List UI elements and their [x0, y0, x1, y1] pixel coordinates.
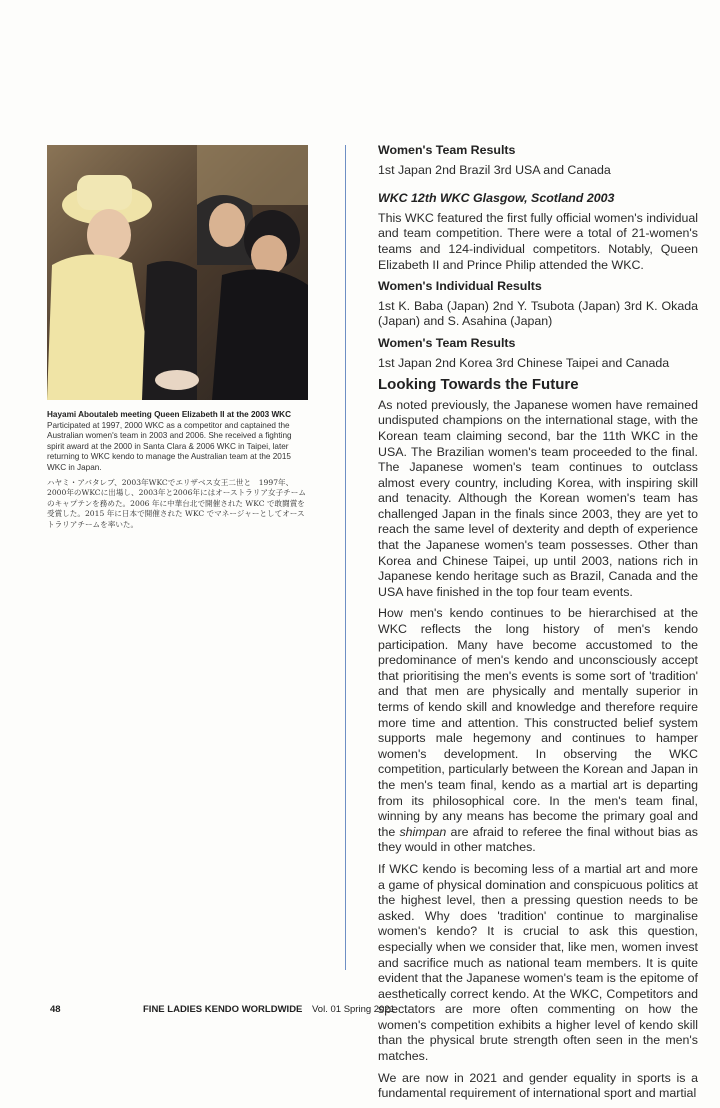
- photo-caption: [47, 410, 309, 531]
- heading-wkc-12th: WKC 12th WKC Glasgow, Scotland 2003: [378, 191, 615, 206]
- heading-womens-team-results-1: Women's Team Results: [378, 143, 516, 157]
- issue-label: Vol. 01 Spring 2021: [312, 1004, 395, 1015]
- caption-body: Participated at 1997, 2000 WKC as a competitor and captained the Australian women's team in 2003 and 2006. She received a fighting spirit award at the 2000 in Santa Clara & 2006 WKC in Taipei, later returning to WKC kendo to manage the Australian team at the 2015 WKC in Japan.: [47, 420, 292, 472]
- article-column: [378, 143, 698, 1108]
- individual-results: 1st K. Baba (Japan) 2nd Y. Tsubota (Japan) 3rd K. Okada (Japan) and S. Asahina (Japan): [378, 298, 698, 329]
- page-number: 48: [50, 1004, 61, 1015]
- wkc-12th-text: This WKC featured the first fully official women's individual and team competition. There were a total of 21-women's teams and 124-individual competitors. Notably, Queen Elizabeth II and Prince Philip attended the WKC.: [378, 210, 698, 272]
- magazine-title: FINE LADIES KENDO WORLDWIDE: [143, 1004, 303, 1015]
- paragraph-2a: How men's kendo continues to be hierarchised at the WKC reflects the long history of men's kendo participation. Many have become accustomed to the predominance of men's kendo and unconsciously accept that prioritising the men's events is some sort of 'tradition' and that men are physically and mentally superior in terms of kendo skill and knowledge and therefore require more time and attention. This constructed belief system supports male hegemony and continues to hamper women's development. In observing the WKC competition, particularly between the Korean and Japan in the men's team final, kendo as a martial art is departing from its philosophical core. In the men's team final, winning by any means has become the primary goal and the: [378, 606, 698, 839]
- caption-title: Hayami Aboutaleb meeting Queen Elizabeth II at the 2003 WKC: [47, 410, 292, 419]
- paragraph-2b: are afraid to referee the final without bias as they would in other matches.: [378, 824, 698, 855]
- section-title: Looking Towards the Future: [378, 376, 579, 394]
- team-results-1: 1st Japan 2nd Brazil 3rd USA and Canada: [378, 162, 611, 177]
- photo-queen-meeting: [47, 145, 308, 400]
- paragraph-1: As noted previously, the Japanese women have remained undisputed champions on the international stage, with the Korean team claiming second, bar the 11th WKC in the USA. The Brazilian women's team proceeded to the final. The Japanese women's team continues to outclass almost every country, including Korea, with inspiring skill and tenacity. Although the Korean women's team has challenged Japan in the finals since 2003, they are yet to reach the same level of dexterity and depth of experience that the Japanese women's team possesses. Other than Korea and Chinese Taipei, up until 2003, nations rich in Japanese kendo heritage such as Brazil, Canada and the USA have finished in the top four team events.: [378, 397, 698, 599]
- heading-womens-individual-results: Women's Individual Results: [378, 279, 542, 294]
- paragraph-3: If WKC kendo is becoming less of a martial art and more a game of physical domination and conspicuous politics at the highest level, then a pressing question needs to be asked. Why does 'tradition' continue to marginalise women's kendo? It is crucial to ask this question, especially when we consider that, like men, women invest and sacrifice much as national team members. It is quite evident that the Japanese women's team is the epitome of aesthetically correct kendo. At the WKC, Competitors and spectators are more often commenting on how the women's competition exhibits a higher level of kendo skill than the physical brute strength often seen in the men's matches.: [378, 861, 698, 1064]
- column-divider: [345, 145, 346, 970]
- shimpan-term: shimpan: [399, 824, 447, 839]
- paragraph-2: [378, 606, 698, 856]
- caption-japanese: ハヤミ・アバタレブ、2003年WKCでエリザベス女王二世と 1997年、2000年のWKCに出場し、2003年と2006年にはオーストラリア女子チームのキャプテンを務めた。2006 年に中華台北で開催された WKC で敢闘賞を受賞した。2015 年に日本で開催された WKC でマネージャーとしてオーストラリアチームを率いた。: [47, 477, 306, 529]
- photo-image: [47, 145, 308, 400]
- heading-womens-team-results-2: Women's Team Results: [378, 335, 516, 350]
- paragraph-4: We are now in 2021 and gender equality in sports is a fundamental requirement of international sport and martial: [378, 1070, 698, 1101]
- team-results-2: 1st Japan 2nd Korea 3rd Chinese Taipei and Canada: [378, 355, 670, 370]
